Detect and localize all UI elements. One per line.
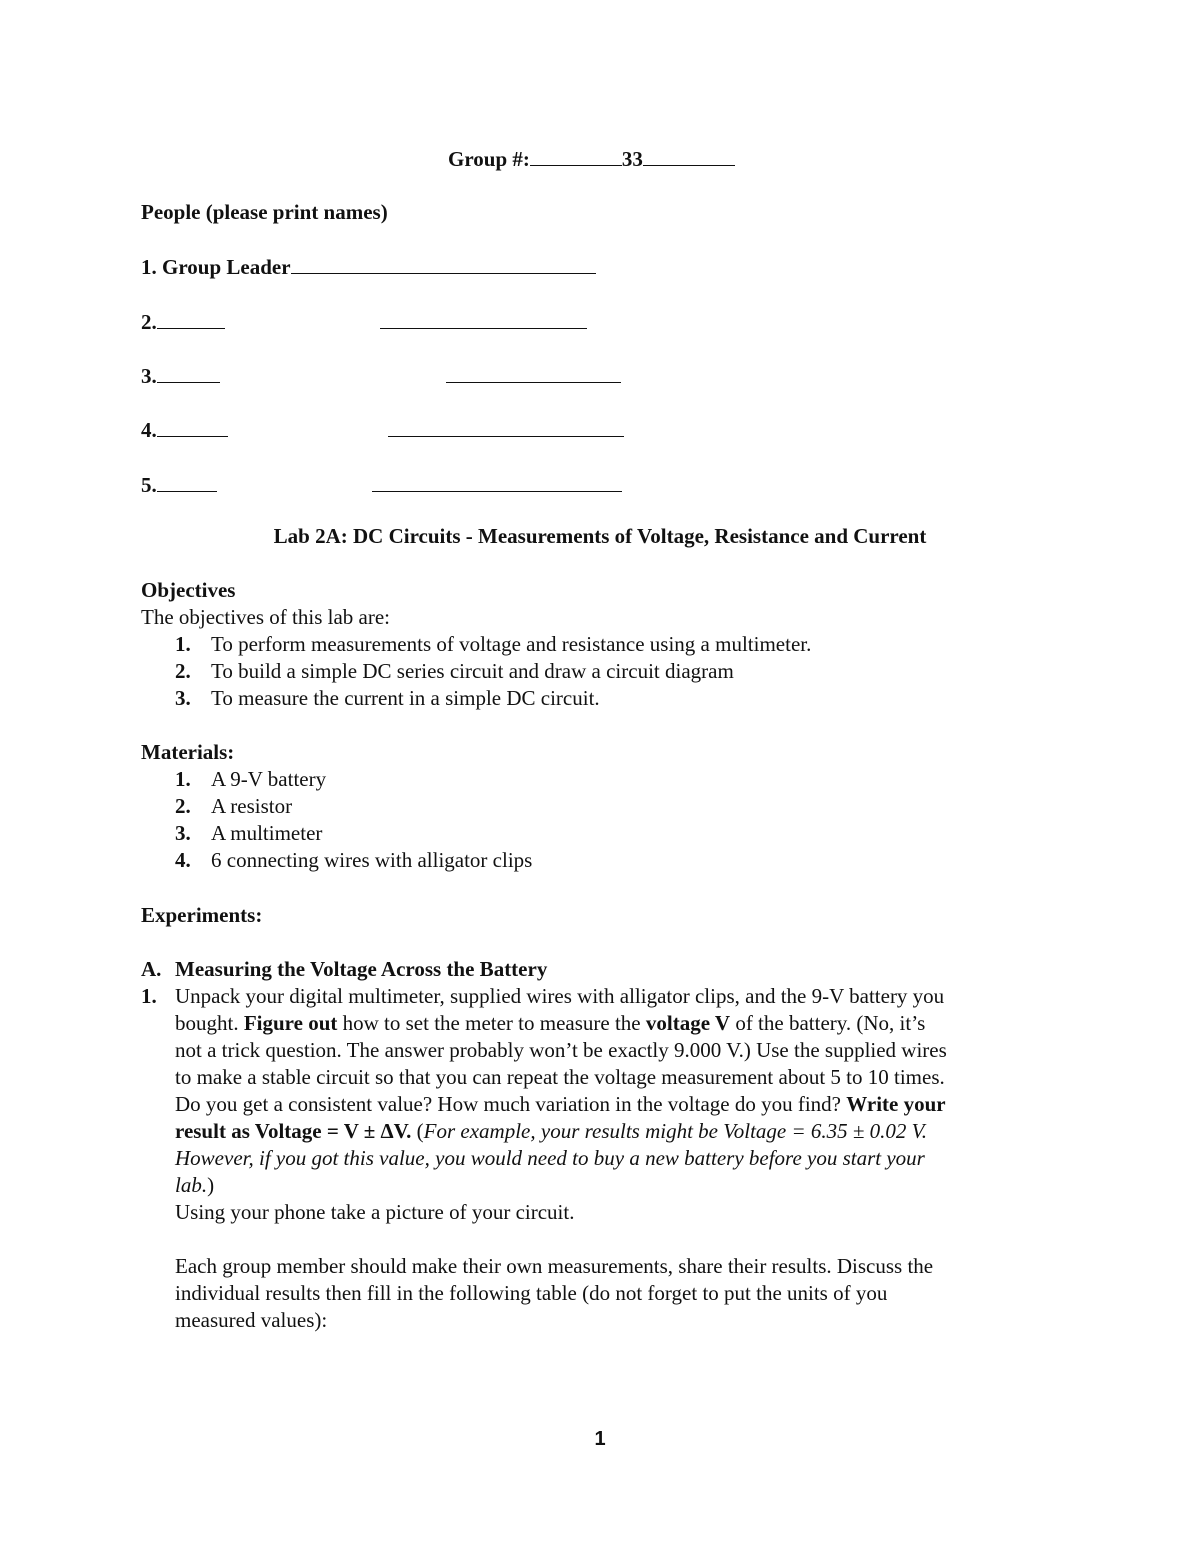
- group-number-value: 33: [621, 147, 643, 171]
- list-number: 2.: [175, 794, 191, 818]
- list-number: 3.: [175, 821, 191, 845]
- group-line-right: [643, 145, 735, 166]
- materials-heading: Materials:: [141, 740, 235, 764]
- member-number: 2.: [141, 310, 157, 334]
- text-run: Do you get a consistent value? How much variation in the voltage do you find?: [175, 1092, 847, 1116]
- text-run-italic: For example, your results might be Voltage = 6.35 ± 0.02 V.: [423, 1119, 928, 1143]
- member-row-2: [141, 308, 225, 336]
- objectives-intro: The objectives of this lab are:: [141, 605, 390, 629]
- text-run-bold: voltage V: [645, 1011, 731, 1035]
- member-number: 5.: [141, 473, 157, 497]
- list-number: 1.: [175, 632, 191, 656]
- text-run: bought.: [175, 1011, 244, 1035]
- text-run-bold: Figure out: [243, 1011, 338, 1035]
- section-a-title: Measuring the Voltage Across the Battery: [175, 957, 548, 981]
- step-1-line-1: Unpack your digital multimeter, supplied wires with alligator clips, and the 9-V battery you: [175, 984, 945, 1008]
- section-letter: A.: [141, 957, 162, 981]
- text-run-italic: lab.: [175, 1173, 208, 1197]
- member-row-4: [141, 416, 228, 444]
- step-1-para-2-line-1: Each group member should make their own measurements, share their results. Discuss the: [175, 1254, 934, 1278]
- member-name-line-2: [380, 308, 587, 336]
- text-run: how to set the meter to measure the: [337, 1011, 646, 1035]
- step-1-line-8: [175, 1172, 1075, 1199]
- step-1-line-4: to make a stable circuit so that you can repeat the voltage measurement about 5 to 10 times.: [175, 1065, 945, 1089]
- text-run: (: [411, 1119, 424, 1143]
- step-1-para-2-line-3: measured values):: [175, 1308, 328, 1332]
- group-leader-line: [291, 253, 596, 274]
- step-1-line-2: [175, 1010, 1075, 1037]
- member-line-short: [157, 362, 220, 383]
- list-text: A 9-V battery: [211, 767, 327, 791]
- member-line-short: [157, 471, 217, 492]
- group-leader-label: 1. Group Leader: [141, 255, 291, 279]
- step-number: 1.: [141, 984, 157, 1008]
- text-run: ): [207, 1173, 215, 1197]
- objectives-heading: Objectives: [141, 578, 236, 602]
- member-name-line-3: [446, 362, 621, 390]
- member-row-5: [141, 471, 217, 499]
- list-text: A multimeter: [211, 821, 323, 845]
- group-leader-row: [141, 253, 596, 281]
- group-number-label: Group #:: [448, 147, 530, 171]
- member-line-short: [157, 416, 228, 437]
- member-name-line-5: [372, 471, 622, 499]
- member-number: 3.: [141, 364, 157, 388]
- member-row-3: [141, 362, 220, 390]
- list-text: To build a simple DC series circuit and draw a circuit diagram: [211, 659, 734, 683]
- member-name-line-4: [388, 416, 624, 444]
- text-run-bold: result as Voltage = V ± ΔV.: [175, 1119, 412, 1143]
- step-1-line-9: Using your phone take a picture of your circuit.: [175, 1200, 575, 1224]
- step-1-line-5: [175, 1091, 1075, 1118]
- step-1-line-7: However, if you got this value, you would need to buy a new battery before you start your: [175, 1146, 925, 1170]
- list-number: 3.: [175, 686, 191, 710]
- list-text: To measure the current in a simple DC circuit.: [211, 686, 600, 710]
- group-number-field: [448, 145, 735, 173]
- section-a-heading: [141, 956, 161, 983]
- list-text: 6 connecting wires with alligator clips: [211, 848, 533, 872]
- lab-title: Lab 2A: DC Circuits - Measurements of Voltage, Resistance and Current: [273, 524, 927, 548]
- member-line-short: [157, 308, 225, 329]
- text-run-bold: Write your: [846, 1092, 946, 1116]
- step-1-para-2-line-2: individual results then fill in the following table (do not forget to put the units of you: [175, 1281, 888, 1305]
- step-1-line-6: [175, 1118, 1075, 1145]
- member-number: 4.: [141, 418, 157, 442]
- page-number: 1: [594, 1428, 606, 1450]
- experiments-heading: Experiments:: [141, 903, 263, 927]
- group-line-left: [530, 145, 622, 166]
- list-text: A resistor: [211, 794, 293, 818]
- list-number: 1.: [175, 767, 191, 791]
- list-text: To perform measurements of voltage and resistance using a multimeter.: [211, 632, 812, 656]
- list-number: 2.: [175, 659, 191, 683]
- list-number: 4.: [175, 848, 191, 872]
- step-1-line-3: not a trick question. The answer probably won’t be exactly 9.000 V.) Use the supplied wires: [175, 1038, 947, 1062]
- text-run: of the battery. (No, it’s: [730, 1011, 926, 1035]
- people-heading: People (please print names): [141, 200, 388, 224]
